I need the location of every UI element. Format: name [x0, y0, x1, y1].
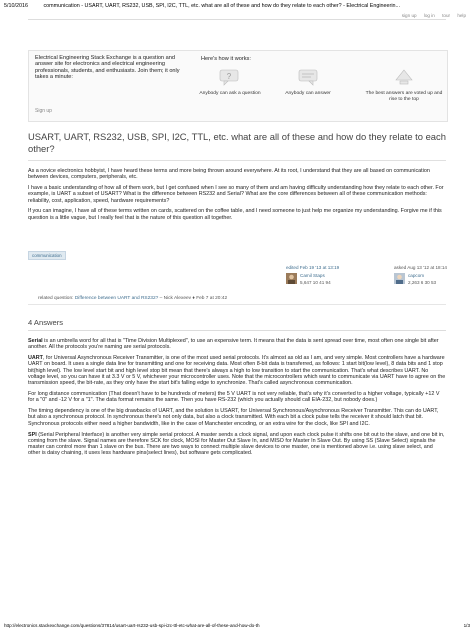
nav-help-link[interactable]: help	[457, 13, 466, 18]
question-title[interactable]: USART, UART, RS232, USB, SPI, I2C, TTL, etc. what are all of these and how do they relate to each other?	[28, 131, 446, 154]
question-paragraph: I have a basic understanding of how all of them work, but I get confused when I see so many of them and am having difficulty understanding how they relate to each other. For example, is UART a subset of USART? What is the difference between RS232 and Serial? What are the core differences between all of these communication methods: reliability, cost, application, speed, hardware requirements?	[28, 185, 444, 204]
answer-term: Serial	[28, 338, 43, 344]
answer-body	[28, 338, 446, 461]
nav-sign-up-link[interactable]: sign up	[401, 13, 417, 18]
related-prefix: related question:	[38, 296, 74, 301]
question-body	[28, 168, 446, 226]
question-paragraph: If you can imagine, I have all of these terms written on cards, scattered on the coffee table, and I need someone to just help me organize my understanding. Forgive me if this question is a little vague, but I really feel that is the nature of this question all together.	[28, 208, 442, 221]
nav-tour-link[interactable]: tour	[442, 13, 451, 18]
how-it-works-title: Here's how it works:	[201, 56, 251, 62]
answer-icon	[297, 68, 319, 86]
step-ask: Anybody can ask a question	[199, 91, 261, 96]
answer-term: UART	[28, 355, 43, 362]
signup-link[interactable]: Sign up	[35, 108, 52, 114]
top-navigation	[396, 13, 466, 18]
answers-divider	[28, 330, 446, 331]
editor-avatar[interactable]	[286, 273, 297, 284]
comment-divider	[28, 304, 446, 305]
ask-question-icon	[218, 68, 240, 86]
answer-paragraph: UART, for Universal Asynchronous Receiver Transmitter, is one of the most used serial protocols. It's almost as old as I am, and very simple. Most controllers have a hardware UART on board. It uses a single data line for transmitting and one for receiving data. Most often 8-bit data is transferred, as follows: 1 start bit(low level), 8 data bits and 1 stop bit(high level). The low level start bit and high level stop bit mean that there's always a high to low transition to start the communication. That's what describes UART. No voltage level, so you can have it at 3.3 V or 5 V, whichever your microcontroller uses. Note that the microcontrollers which want to communicate via UART have to agree on the transmission speed, the bit-rate, as they only have the start bit's falling edge to synchronize. That's called asynchronous communication.	[28, 355, 446, 387]
print-page-title: communication - USART, UART, RS232, USB, SPI, I2C, TTL, etc. what are all of these and how do they relate to each other? - Electrical Engineerin...	[43, 3, 401, 9]
answer-paragraph: SPI (Serial Peripheral Interface) is another very simple serial protocol. A master sends a clock signal, and upon each clock pulse it shifts one bit out to the slave, and one bit in, coming from the slave. Signal names are therefore SCK for clock, MOSI for Master Out Slave In, and MISO for Master In Slave Out. By using SS (Slave Select) signals the master can control more than 1 slave on the bus. There are two ways to connect multiple slave devices to one master, one is mentioned above i.e. using slave select, and other is daisy chaining, it uses less hardware pins(select lines), but software gets complicated.	[28, 431, 445, 457]
print-page-number: 1/3	[463, 623, 470, 628]
edited-timestamp[interactable]: edited Feb 19 '13 at 13:19	[286, 265, 340, 270]
asker-avatar[interactable]	[394, 273, 405, 284]
topbar-divider	[28, 19, 446, 20]
editor-name[interactable]: Camil Staps	[300, 273, 325, 278]
tag-communication[interactable]: communication	[28, 251, 66, 260]
question-paragraph: As a novice electronics hobbyist, I have heard these terms and more being thrown around everywhere. At its root, I understand that they are all based on communication between devices, computers, peripherals, etc.	[28, 168, 430, 181]
print-header	[4, 3, 470, 9]
answer-paragraph: For long distance communication (That doesn't have to be hundreds of meters) the 5 V UART is not very reliable, that's why it's converted to a higher voltage, typically +12 V for a "0" and -12 V for a "1". The data format remains the same. Then you have RS-232 (which you actually should call EIA-232, but nobody does.)	[28, 391, 440, 404]
asked-timestamp: asked Aug 13 '12 at 18:14	[394, 265, 447, 270]
print-footer	[4, 623, 470, 628]
asker-reputation: 2,263 6 30 53	[408, 280, 437, 285]
editor-reputation: 5,647 10 41 94	[300, 280, 331, 285]
answer-paragraph: Serial is an umbrella word for all that is "Time Division Multiplexed", to use an expensive term. It means that the data is sent spread over time, most often one single bit after another. All the protocols you're naming are serial protocols.	[28, 338, 439, 351]
welcome-box	[28, 50, 448, 122]
asked-card	[394, 265, 474, 289]
asker-name[interactable]: capcom	[408, 273, 425, 278]
print-url: http://electronics.stackexchange.com/questions/37814/usart-uart-rs232-usb-spi-i2c-ttl-etc-what-are-all-of-these-and-how-do-th	[4, 623, 260, 628]
answer-paragraph: The timing dependency is one of the big drawbacks of UART, and the solution is USART, for Universal Synchronous/Asynchronous Receiver Transmitter. This can do UART, but also a synchronous protocol. In synchronous there's not only data, but also a clock transmitted. With each bit a clock pulse tells the receiver it should latch that bit. Synchronous protocols either need a higher bandwidth, like in the case of Manchester encoding, or an extra wire for the clock, like SPI and I2C.	[28, 408, 439, 427]
answer-term: SPI	[28, 431, 37, 438]
step-answer: Anybody can answer	[285, 91, 331, 96]
edited-card	[286, 265, 366, 289]
related-question-link[interactable]: Difference between UART and RS232?	[74, 296, 159, 301]
vote-up-icon	[393, 68, 415, 86]
question-divider	[28, 160, 446, 161]
site-intro: Electrical Engineering Stack Exchange is a question and answer site for electronics and electrical engineering professionals, students, and enthusiasts. Join them; it only takes a minute:	[35, 55, 180, 81]
answers-count: 4 Answers	[28, 318, 64, 327]
print-date: 5/10/2016	[4, 3, 28, 9]
step-vote: The best answers are voted up and rise to the top	[365, 91, 443, 102]
nav-log-in-link[interactable]: log in	[423, 13, 435, 18]
related-author: – Nick Alexeev ♦ Feb 7 at 20:42	[159, 296, 228, 301]
svg-text:?: ?	[226, 72, 232, 81]
related-question-comment	[38, 296, 227, 301]
